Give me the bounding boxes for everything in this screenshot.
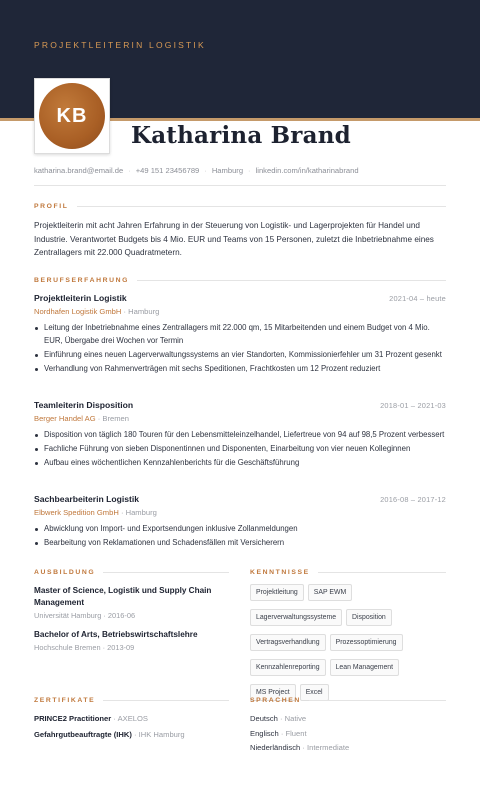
degree-title: Bachelor of Arts, Betriebswirtschaftslehre [34, 630, 198, 639]
section-heading-profile [34, 203, 446, 210]
degree-title: Master of Science, Logistik und Supply Chain Management [34, 586, 212, 607]
job-company [34, 414, 446, 423]
contact-phone[interactable]: +49 151 23456789 [135, 166, 200, 175]
language-entry [250, 743, 349, 752]
job-entry [34, 494, 446, 551]
certificate-issuer: · IHK Hamburg [131, 730, 185, 739]
section-label: ZERTIFIKATE [34, 697, 96, 704]
section-rule [103, 700, 229, 701]
section-rule [137, 280, 446, 281]
job-date: 2016-08 – 2017-12 [380, 495, 446, 504]
education-entry [34, 629, 229, 652]
skill-chip: Disposition [346, 609, 392, 626]
language-name: Niederländisch [250, 743, 301, 752]
company-name: Berger Handel AG [34, 414, 96, 423]
section-label: SPRACHEN [250, 697, 301, 704]
section-heading-certificates [34, 697, 229, 704]
list-item: Einführung eines neuen Lagerverwaltungssystems an vier Standorten, Kommissionierfehler um 31 Prozent gesenkt [34, 349, 446, 362]
section-rule [103, 572, 229, 573]
section-heading-education [34, 569, 229, 576]
separator: · [204, 166, 207, 175]
skills-list [250, 584, 446, 705]
job-title: Sachbearbeiterin Logistik [34, 494, 140, 504]
list-item: Leitung der Inbetriebnahme eines Zentrallagers mit 22.000 qm, 15 Mitarbeitenden und einem Budget von 4 Mio. EUR, Übergabe drei Wochen vor Termin [34, 322, 446, 347]
profile-summary: Projektleiterin mit acht Jahren Erfahrung in der Steuerung von Logistik- und Lagerprojekten für Handel und Industrie. Verantwortet Budgets bis 4 Mio. EUR und Teams von 15 Personen, zuletzt die Inbetriebnahme eines Zentrallagers mit 22.000 Quadratmetern. [34, 221, 434, 257]
language-name: Englisch [250, 729, 279, 738]
job-date: 2018-01 – 2021-03 [380, 401, 446, 410]
job-entry [34, 400, 446, 472]
section-label: AUSBILDUNG [34, 569, 96, 576]
skill-chip: Kennzahlenreporting [250, 659, 326, 676]
divider [34, 185, 446, 186]
job-company [34, 508, 446, 517]
certificate-name: PRINCE2 Practitioner [34, 714, 112, 723]
certificate-entry [34, 730, 185, 739]
separator: · [248, 166, 251, 175]
section-label: PROFIL [34, 203, 69, 210]
section-label: KENNTNISSE [250, 569, 310, 576]
section-label: BERUFSERFAHRUNG [34, 277, 129, 284]
company-name: Elbwerk Spedition GmbH [34, 508, 119, 517]
list-item: Bearbeitung von Reklamationen und Schadensfällen mit Versicherern [34, 537, 446, 550]
section-rule [318, 572, 446, 573]
section-heading-languages [250, 697, 446, 704]
person-name: Katharina Brand [131, 122, 351, 149]
degree-meta: Hochschule Bremen · 2013-09 [34, 643, 135, 652]
certificate-issuer: · AXELOS [111, 714, 148, 723]
contact-line [34, 166, 446, 175]
list-item: Aufbau eines wöchentlichen Kennzahlenberichts für die Geschäftsführung [34, 457, 446, 470]
skill-chip: Prozessoptimierung [330, 634, 403, 651]
company-location: · Hamburg [121, 307, 160, 316]
skill-chip: SAP EWM [308, 584, 352, 601]
education-entry [34, 585, 229, 620]
certificate-entry [34, 714, 148, 723]
skill-chip: Lean Management [330, 659, 399, 676]
skill-chip: Lagerverwaltungssysteme [250, 609, 342, 626]
avatar-initials: KB [56, 104, 88, 127]
language-level: · Native [277, 714, 307, 723]
avatar-frame [34, 78, 110, 154]
section-heading-skills [250, 569, 446, 576]
avatar [39, 83, 105, 149]
job-entry [34, 293, 446, 377]
language-entry [250, 729, 307, 738]
job-title: Projektleiterin Logistik [34, 293, 127, 303]
section-rule [77, 206, 446, 207]
contact-city: Hamburg [211, 166, 244, 175]
list-item: Abwicklung von Import- und Exportsendungen inklusive Zollanmeldungen [34, 523, 446, 536]
language-level: · Fluent [278, 729, 307, 738]
contact-email[interactable]: katharina.brand@email.de [34, 166, 124, 175]
job-company [34, 307, 446, 316]
language-name: Deutsch [250, 714, 278, 723]
skill-chip: Projektleitung [250, 584, 304, 601]
skill-chip: Excel [300, 684, 329, 701]
separator: · [128, 166, 131, 175]
degree-meta: Universität Hamburg · 2016-06 [34, 611, 136, 620]
language-entry [250, 714, 306, 723]
company-name: Nordhafen Logistik GmbH [34, 307, 122, 316]
skill-chip: Vertragsverhandlung [250, 634, 326, 651]
job-bullets [34, 429, 446, 470]
list-item: Verhandlung von Rahmenverträgen mit sechs Speditionen, Frachtkosten um 12 Prozent reduziert [34, 363, 446, 376]
job-bullets [34, 322, 446, 376]
job-bullets [34, 523, 446, 550]
language-level: · Intermediate [300, 743, 350, 752]
company-location: · Hamburg [118, 508, 157, 517]
company-location: · Bremen [95, 414, 129, 423]
skill-chip: MS Project [250, 684, 296, 701]
job-date: 2021-04 – heute [389, 294, 446, 303]
list-item: Fachliche Führung von sieben Disponentinnen und Disponenten, Einarbeitung von vier neuen Kolleginnen [34, 443, 446, 456]
list-item: Disposition von täglich 180 Touren für den Lebensmitteleinzelhandel, Liefertreue von 94 auf 98,5 Prozent verbessert [34, 429, 446, 442]
role-title: PROJEKTLEITERIN LOGISTIK [34, 40, 206, 50]
job-title: Teamleiterin Disposition [34, 400, 134, 410]
section-rule [309, 700, 446, 701]
certificate-name: Gefahrgutbeauftragte (IHK) [34, 730, 132, 739]
section-heading-experience [34, 277, 446, 284]
contact-linkedin[interactable]: linkedin.com/in/katharinabrand [255, 166, 359, 175]
